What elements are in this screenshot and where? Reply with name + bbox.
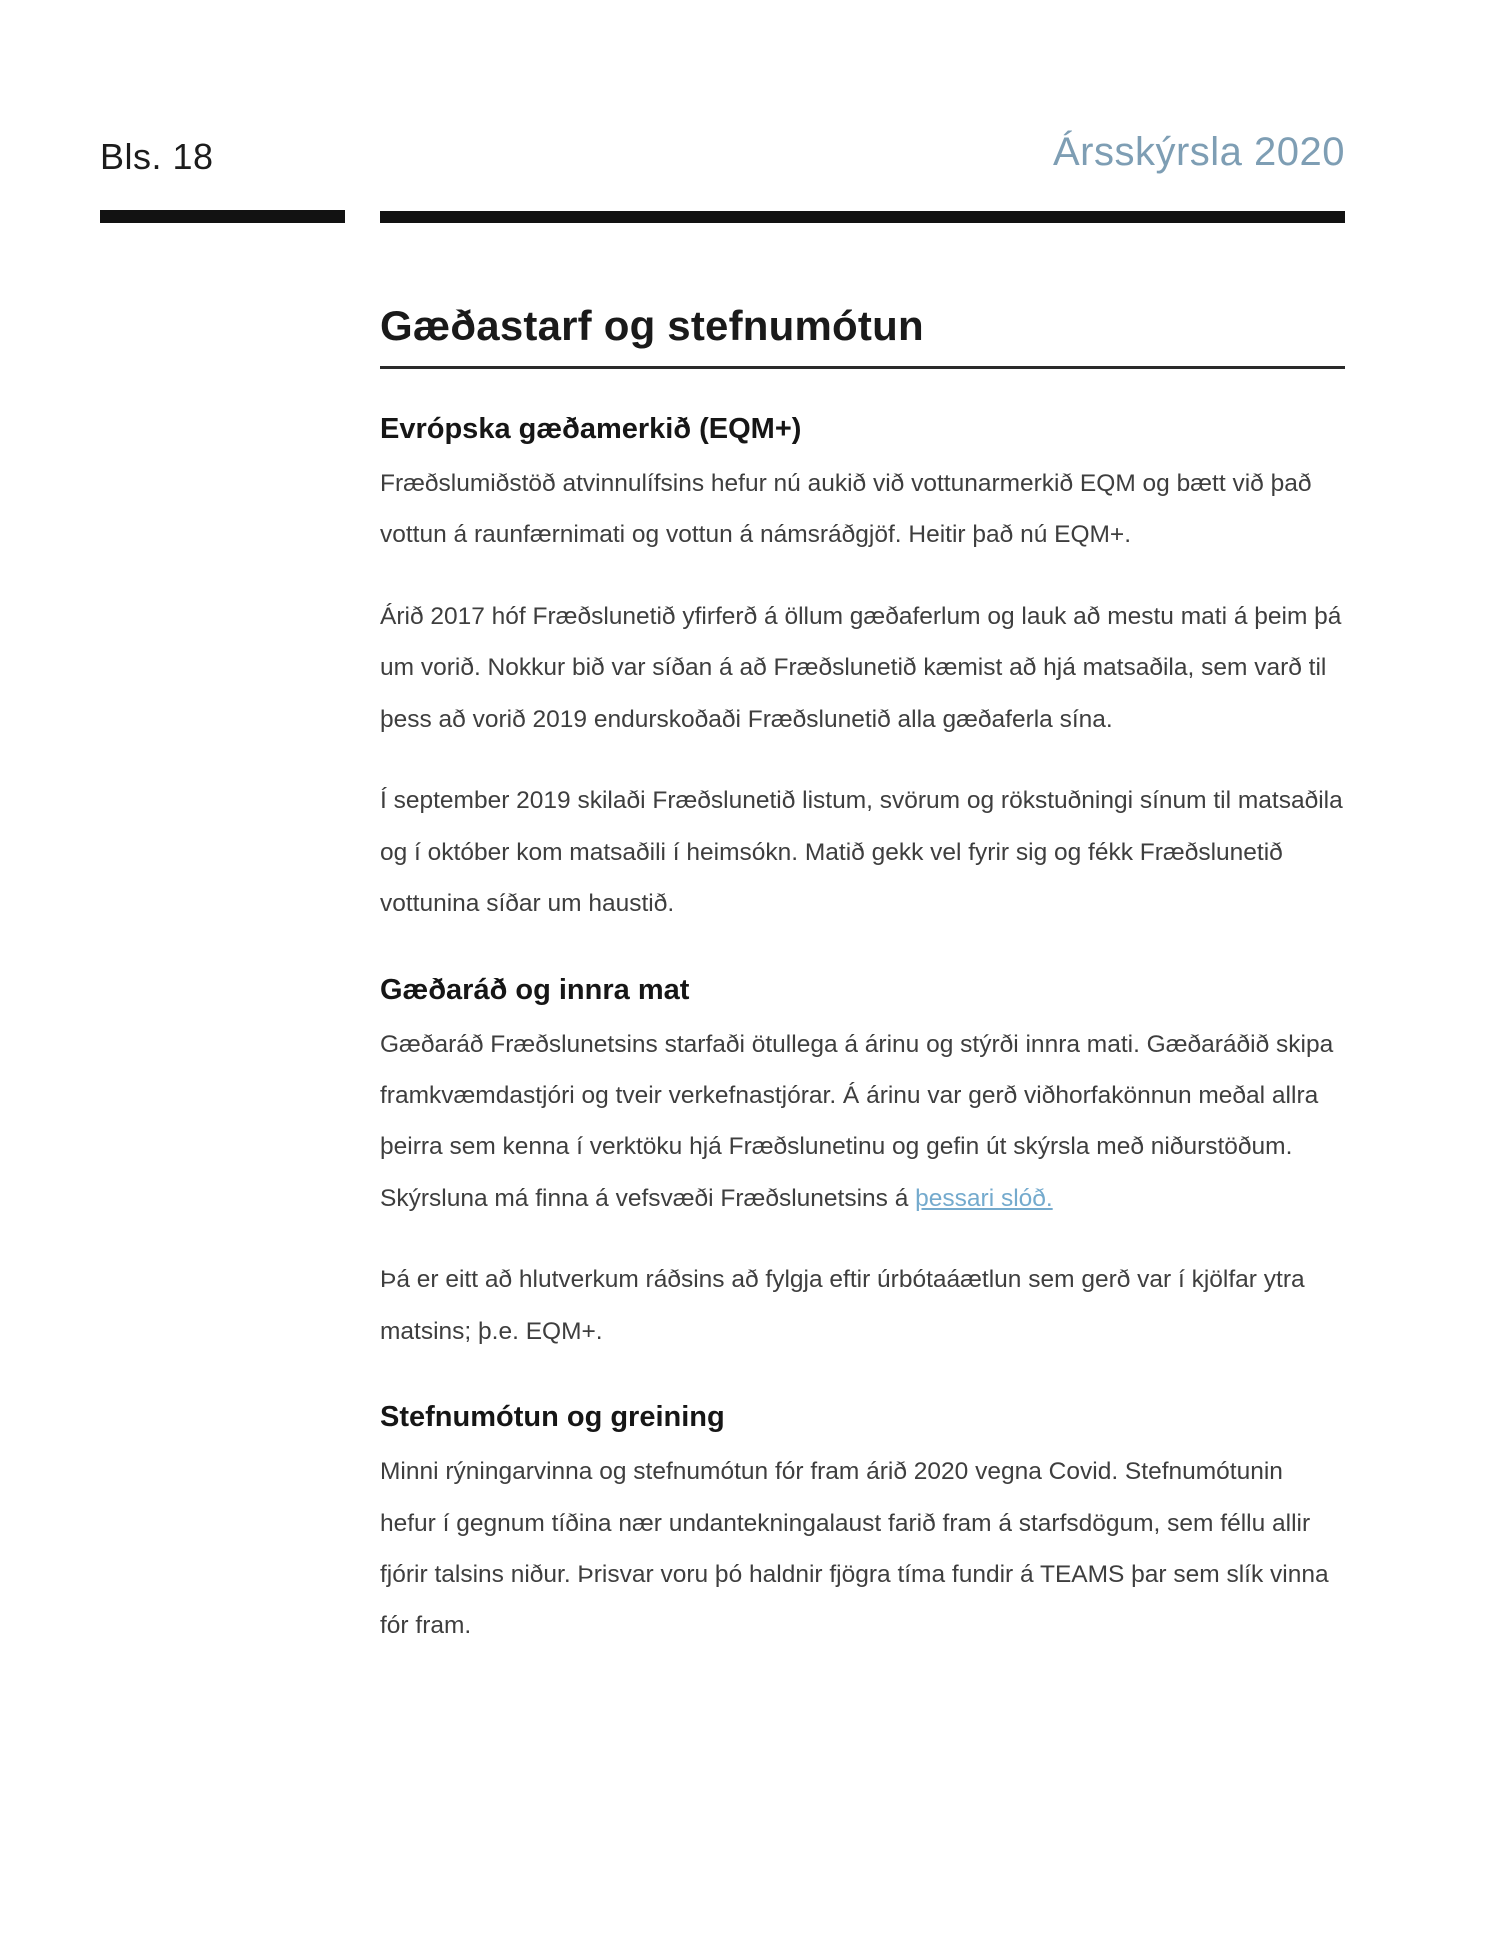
page-label-underline-bar bbox=[100, 210, 345, 223]
paragraph: Fræðslumiðstöð atvinnulífsins hefur nú aukið við vottunarmerkið EQM og bætt við það vottun á raunfærnimati og vottun á námsráðgjöf. Heitir það nú EQM+. bbox=[380, 470, 1312, 549]
content-column bbox=[380, 302, 1345, 1682]
paragraph: Í september 2019 skilaði Fræðslunetið listum, svörum og rökstuðningi sínum til matsaðila og í október kom matsaðili í heimsókn. Matið gekk vel fyrir sig og fékk Fræðslunetið vottunina síðar um haustið. bbox=[380, 787, 1343, 918]
paragraph: Minni rýningarvinna og stefnumótun fór fram árið 2020 vegna Covid. Stefnumótunin hefur í gegnum tíðina nær undantekningalaust farið fram á starfsdögum, sem féllu allir fjórir talsins niður. Þrisvar voru þó haldnir fjögra tíma fundir á TEAMS þar sem slík vinna fór fram. bbox=[380, 1458, 1329, 1640]
page-title: Gæðastarf og stefnumótun bbox=[380, 302, 1345, 369]
paragraph-text: Gæðaráð Fræðslunetsins starfaði ötullega á árinu og stýrði innra mati. Gæðaráðið skipa framkvæmdastjóri og tveir verkefnastjórar. Á árinu var gerð viðhorfakönnun meðal allra þeirra sem kenna í verktöku hjá Fræðslunetinu og gefin út skýrsla með niðurstöðum. Skýrsluna má finna á vefsvæði Fræðslunetsins á bbox=[380, 1030, 1334, 1212]
section-heading-stefnumotun: Stefnumótun og greining bbox=[380, 1401, 725, 1434]
paragraph: Þá er eitt að hlutverkum ráðsins að fylgja eftir úrbótaáætlun sem gerð var í kjölfar ytra matsins; þ.e. EQM+. bbox=[380, 1266, 1305, 1345]
report-link[interactable]: þessari slóð. bbox=[915, 1184, 1053, 1212]
section-heading-eqm: Evrópska gæðamerkið (EQM+) bbox=[380, 413, 802, 445]
report-title: Ársskýrsla 2020 bbox=[1052, 130, 1345, 174]
paragraph: Árið 2017 hóf Fræðslunetið yfirferð á öllum gæðaferlum og lauk að mestu mati á þeim þá um vorið. Nokkur bið var síðan á að Fræðslunetið kæmist að hjá matsaðila, sem varð til þess að vorið 2019 endurskoðaði Fræðslunetið alla gæðaferla sína. bbox=[380, 602, 1342, 733]
paragraph-with-link bbox=[380, 1019, 1345, 1225]
report-title-underline-bar bbox=[380, 211, 1345, 223]
page-number-label: Bls. 18 bbox=[100, 136, 214, 177]
section-heading-gaedarad: Gæðaráð og innra mat bbox=[380, 973, 690, 1006]
